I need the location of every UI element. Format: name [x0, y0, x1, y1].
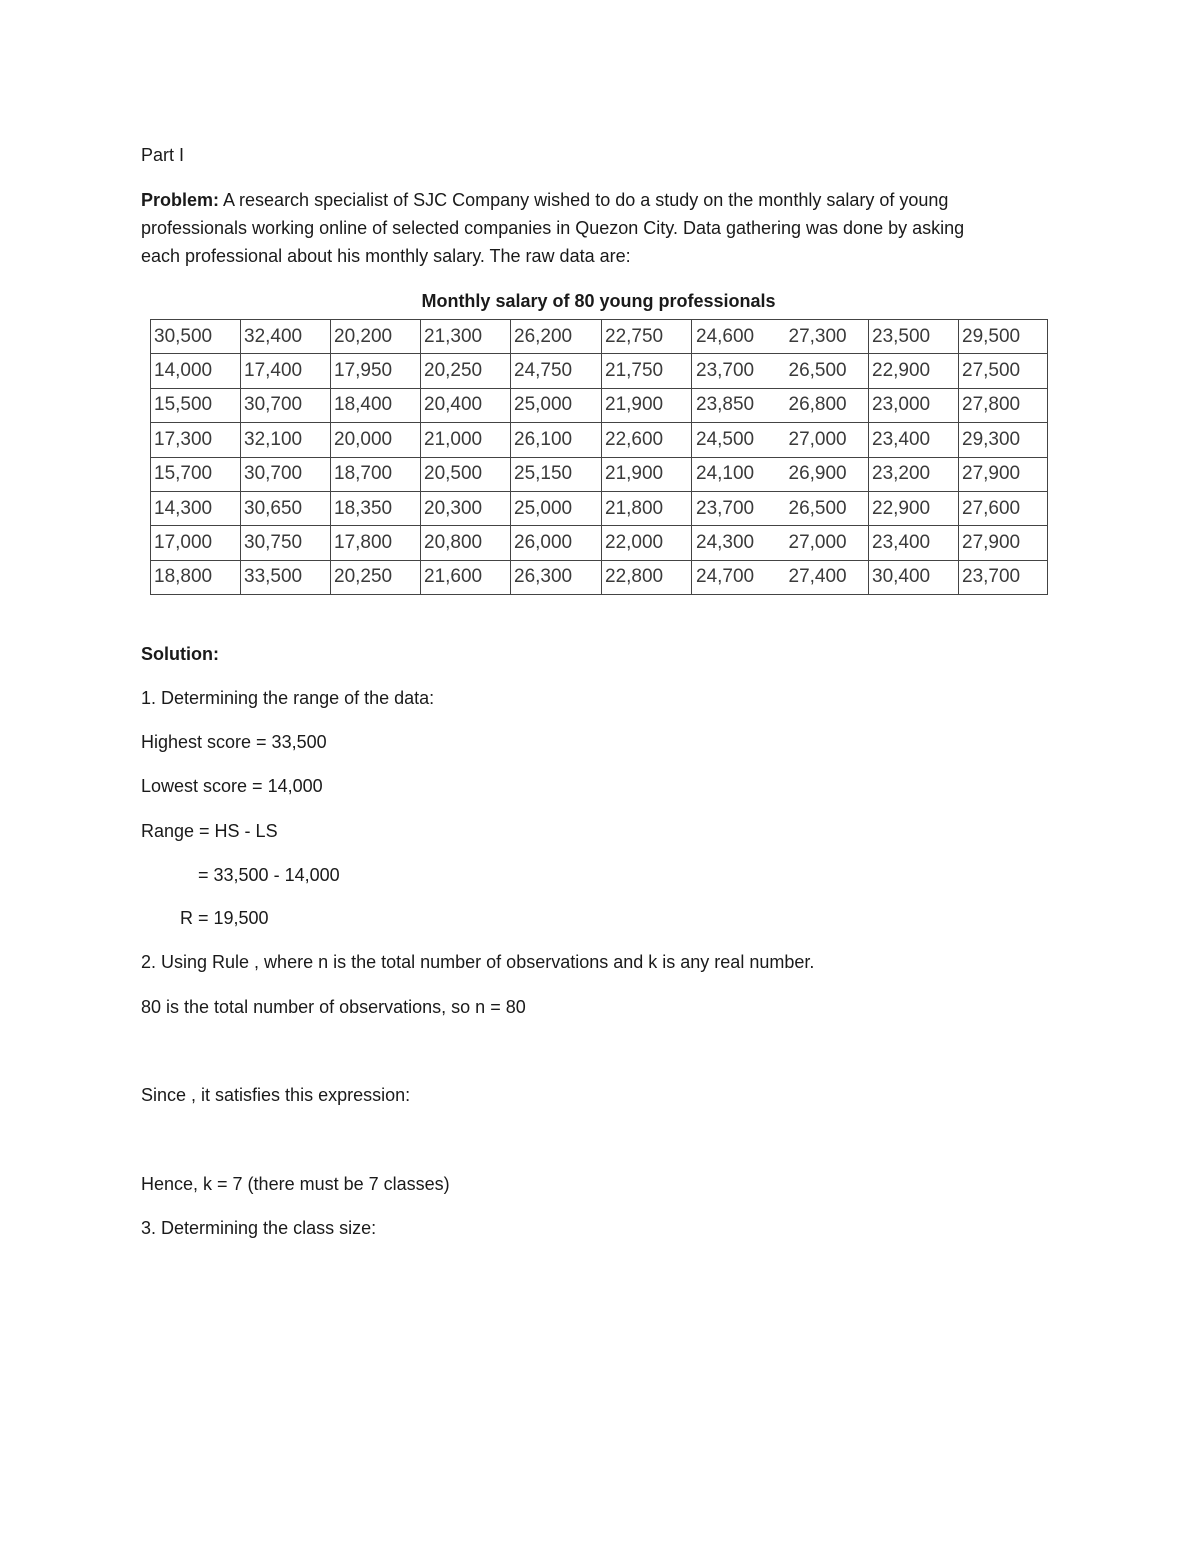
table-cell: 14,000: [151, 354, 241, 388]
table-cell: 21,900: [602, 388, 692, 422]
table-cell: 27,400: [781, 560, 869, 594]
table-cell: 33,500: [241, 560, 331, 594]
table-cell: 23,700: [692, 491, 781, 525]
table-cell: 20,250: [421, 354, 511, 388]
table-cell: 26,200: [511, 320, 602, 354]
table-cell: 26,800: [781, 388, 869, 422]
salary-table: [150, 319, 1048, 595]
table-cell: 25,150: [511, 457, 602, 491]
table-cell: 24,300: [692, 526, 781, 560]
step-1: 1. Determining the range of the data:: [141, 688, 435, 708]
table-cell: 27,300: [781, 320, 869, 354]
table-cell: 21,000: [421, 423, 511, 457]
table-cell: 17,300: [151, 423, 241, 457]
table-row: [151, 388, 1048, 422]
table-cell: 18,700: [331, 457, 421, 491]
table-cell: 17,000: [151, 526, 241, 560]
table-cell: 22,800: [602, 560, 692, 594]
table-cell: 24,600: [692, 320, 781, 354]
table-cell: 17,400: [241, 354, 331, 388]
table-cell: 30,700: [241, 388, 331, 422]
table-cell: 23,000: [869, 388, 959, 422]
step-3: 3. Determining the class size:: [141, 1218, 377, 1238]
table-cell: 21,900: [602, 457, 692, 491]
table-cell: 27,900: [959, 457, 1048, 491]
table-cell: 30,400: [869, 560, 959, 594]
table-cell: 25,000: [511, 388, 602, 422]
table-cell: 27,500: [959, 354, 1048, 388]
table-cell: 22,600: [602, 423, 692, 457]
table-cell: 26,100: [511, 423, 602, 457]
table-cell: 23,850: [692, 388, 781, 422]
table-cell: 20,500: [421, 457, 511, 491]
n-observations: 80 is the total number of observations, so n = 80: [141, 997, 526, 1017]
table-cell: 24,500: [692, 423, 781, 457]
table-cell: 22,750: [602, 320, 692, 354]
table-cell: 21,750: [602, 354, 692, 388]
table-cell: 20,300: [421, 491, 511, 525]
table-cell: 26,500: [781, 491, 869, 525]
table-cell: 15,700: [151, 457, 241, 491]
problem-label: Problem:: [141, 190, 220, 210]
table-row: [151, 423, 1048, 457]
table-cell: 27,000: [781, 423, 869, 457]
table-cell: 21,600: [421, 560, 511, 594]
problem-line-1: [141, 186, 1051, 214]
table-cell: 20,200: [331, 320, 421, 354]
lowest-score: Lowest score = 14,000: [141, 776, 323, 796]
table-cell: 24,750: [511, 354, 602, 388]
table-cell: 29,300: [959, 423, 1048, 457]
table-cell: 22,900: [869, 491, 959, 525]
table-row: [151, 526, 1048, 560]
table-row: [151, 560, 1048, 594]
table-cell: 30,650: [241, 491, 331, 525]
table-cell: 30,700: [241, 457, 331, 491]
table-cell: 23,700: [692, 354, 781, 388]
table-cell: 30,500: [151, 320, 241, 354]
table-cell: 20,000: [331, 423, 421, 457]
table-row: [151, 491, 1048, 525]
part-heading: Part I: [141, 145, 185, 165]
table-cell: 23,200: [869, 457, 959, 491]
problem-paragraph: [141, 186, 1051, 270]
range-formula: Range = HS - LS: [141, 821, 278, 841]
table-cell: 22,000: [602, 526, 692, 560]
table-cell: 17,800: [331, 526, 421, 560]
table-cell: 22,900: [869, 354, 959, 388]
table-cell: 24,100: [692, 457, 781, 491]
step-2: 2. Using Rule , where n is the total number of observations and k is any real number.: [141, 952, 815, 972]
table-cell: 21,300: [421, 320, 511, 354]
table-cell: 23,500: [869, 320, 959, 354]
problem-line-3: each professional about his monthly salary. The raw data are:: [141, 246, 631, 266]
table-cell: 27,000: [781, 526, 869, 560]
since-line: Since , it satisfies this expression:: [141, 1085, 411, 1105]
table-cell: 20,400: [421, 388, 511, 422]
table-cell: 25,000: [511, 491, 602, 525]
table-cell: 27,600: [959, 491, 1048, 525]
table-cell: 23,400: [869, 423, 959, 457]
problem-text-1: A research specialist of SJC Company wished to do a study on the monthly salary of young: [219, 190, 949, 210]
table-cell: 32,100: [241, 423, 331, 457]
range-calculation: = 33,500 - 14,000: [198, 865, 340, 885]
table-cell: 27,900: [959, 526, 1048, 560]
highest-score: Highest score = 33,500: [141, 732, 327, 752]
table-cell: 20,250: [331, 560, 421, 594]
problem-line-2: professionals working online of selected companies in Quezon City. Data gathering was done by asking: [141, 218, 965, 238]
table-cell: 26,300: [511, 560, 602, 594]
table-cell: 29,500: [959, 320, 1048, 354]
table-cell: 24,700: [692, 560, 781, 594]
table-cell: 17,950: [331, 354, 421, 388]
table-cell: 18,800: [151, 560, 241, 594]
table-cell: 26,000: [511, 526, 602, 560]
table-cell: 18,400: [331, 388, 421, 422]
solution-heading: Solution:: [141, 644, 219, 664]
table-row: [151, 457, 1048, 491]
table-cell: 27,800: [959, 388, 1048, 422]
table-cell: 18,350: [331, 491, 421, 525]
table-cell: 26,900: [781, 457, 869, 491]
table-cell: 14,300: [151, 491, 241, 525]
table-cell: 21,800: [602, 491, 692, 525]
table-row: [151, 354, 1048, 388]
range-result: R = 19,500: [180, 908, 269, 928]
hence-line: Hence, k = 7 (there must be 7 classes): [141, 1174, 450, 1194]
table-cell: 23,400: [869, 526, 959, 560]
table-row: [151, 320, 1048, 354]
table-cell: 20,800: [421, 526, 511, 560]
table-title: Monthly salary of 80 young professionals: [421, 291, 776, 311]
table-cell: 26,500: [781, 354, 869, 388]
table-cell: 23,700: [959, 560, 1048, 594]
table-cell: 32,400: [241, 320, 331, 354]
table-cell: 30,750: [241, 526, 331, 560]
table-cell: 15,500: [151, 388, 241, 422]
